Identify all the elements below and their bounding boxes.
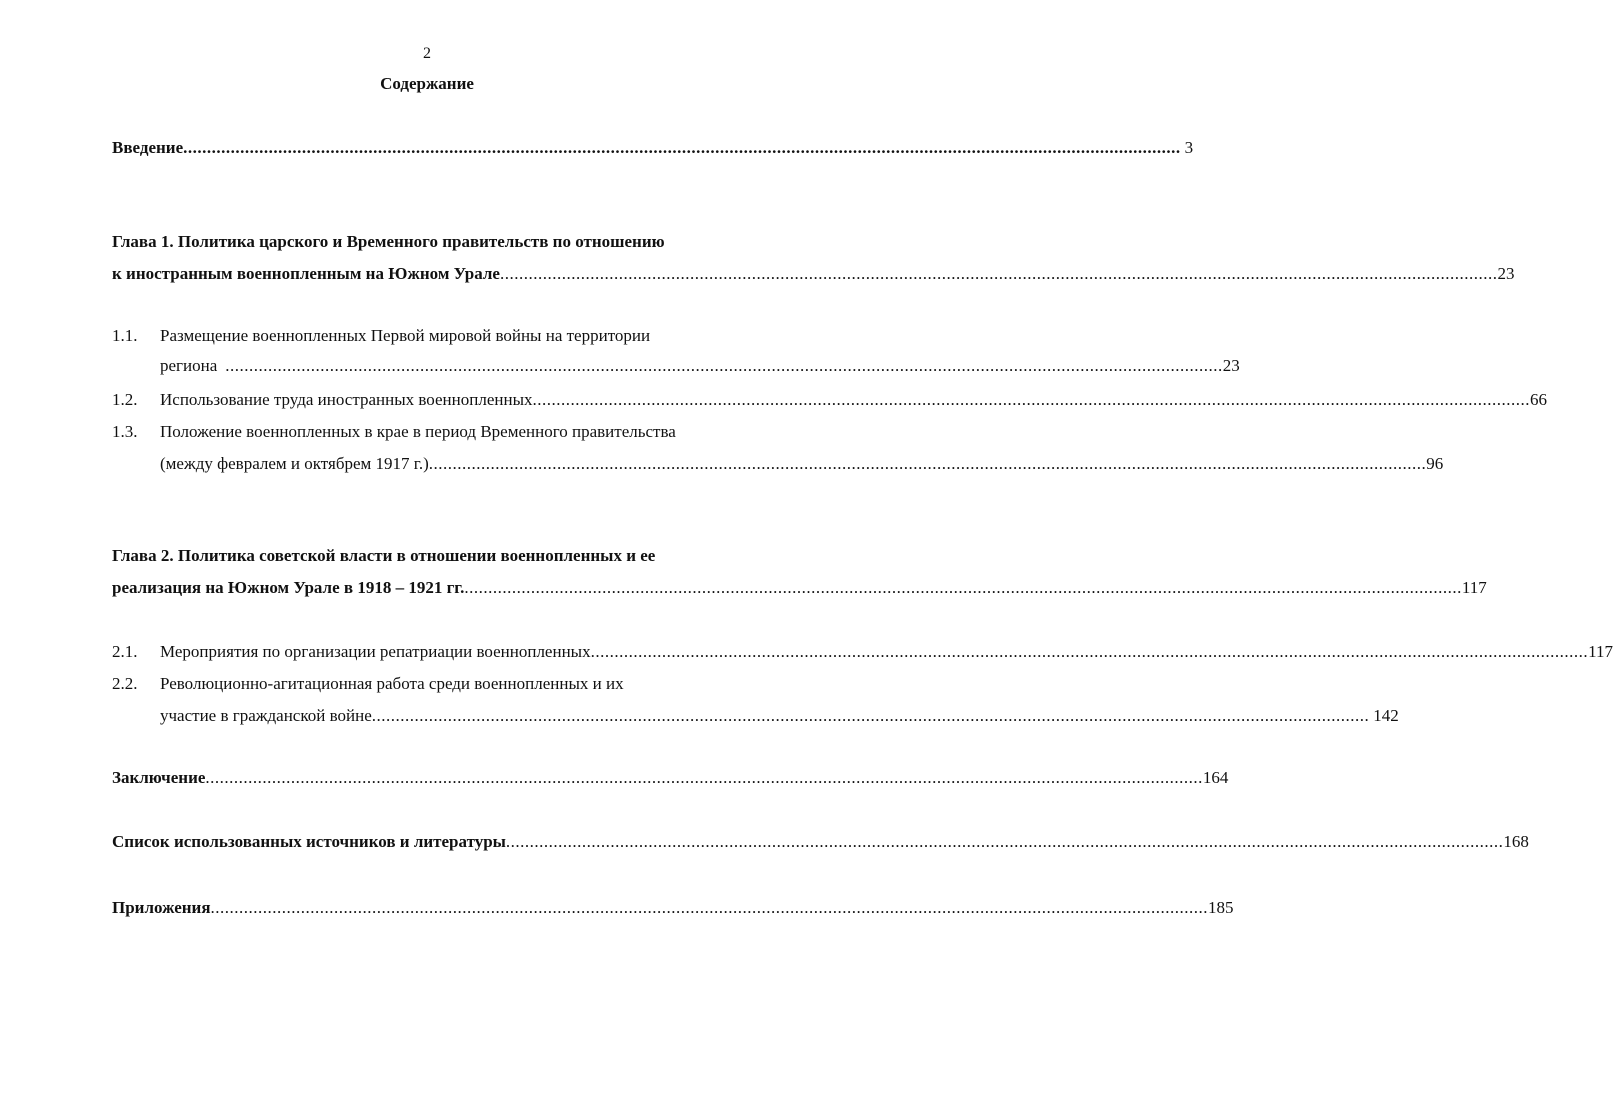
toc-entry-conclusion [112, 768, 1229, 788]
section-number: 1.2. [112, 390, 138, 409]
toc-entry-section-1-2 [160, 390, 1547, 410]
toc-entry-page: 117 [1461, 578, 1487, 597]
section-1-3-title-line1: Положение военнопленных в крае в период Временного правительства [160, 422, 676, 441]
section-2-2-title-line2: участие в гражданской войне [160, 706, 372, 725]
chapter2-title-line2: реализация на Южном Урале в 1918 – 1921 гг. [112, 578, 465, 597]
toc-entry-page: 164 [1202, 768, 1229, 787]
toc-leader-dots: .................................................................................................................................................................................................................. [590, 642, 1589, 661]
toc-entry-title: Введение [112, 138, 184, 157]
section-number: 1.3. [112, 422, 138, 441]
toc-entry-page: 142 [1373, 706, 1399, 725]
toc-entry-section-1-3 [160, 454, 1444, 474]
toc-leader-dots: .................................................................................................................................................................................................................. [499, 264, 1498, 283]
toc-leader-dots: .................................................................................................................................................................................................................. [371, 706, 1370, 725]
page-number: 2 [423, 45, 431, 62]
section-number: 2.2. [112, 674, 138, 693]
toc-entry-introduction [112, 138, 1194, 158]
toc-leader-dots: .................................................................................................................................................................................................................. [532, 390, 1530, 409]
toc-entry-page: 96 [1426, 454, 1444, 473]
toc-entry-appendix [112, 898, 1234, 918]
section-1-2-title: Использование труда иностранных военнопленных [160, 390, 533, 409]
section-number: 2.1. [112, 642, 138, 661]
chapter2-title-line1: Глава 2. Политика советской власти в отношении военнопленных и ее [112, 546, 656, 565]
toc-entry-section-1-1 [160, 356, 1240, 376]
toc-leader-dots: .................................................................................................................................................................................................................. [428, 454, 1427, 473]
toc-entry-chapter2 [112, 578, 1487, 598]
section-2-2-title-line1: Революционно-агитационная работа среди военнопленных и их [160, 674, 624, 693]
toc-entry-title: Список использованных источников и литературы [112, 832, 506, 851]
toc-entry-page: 23 [1222, 356, 1240, 375]
toc-entry-page: 23 [1497, 264, 1515, 283]
toc-leader-dots: .................................................................................................................................................................................................................. [183, 138, 1181, 157]
toc-entry-page: 3 [1184, 138, 1194, 157]
toc-entry-page: 185 [1208, 898, 1234, 917]
section-number: 1.1. [112, 326, 138, 345]
toc-entry-chapter1 [112, 264, 1515, 284]
toc-entry-section-2-2 [160, 706, 1399, 726]
section-1-1-title-line2: региона [160, 356, 218, 375]
toc-entry-sources [112, 832, 1529, 852]
section-1-1-title-line1: Размещение военнопленных Первой мировой войны на территории [160, 326, 651, 345]
chapter1-title-line1: Глава 1. Политика царского и Временного правительств по отношению [112, 232, 665, 251]
toc-entry-section-2-1 [160, 642, 1613, 662]
toc-leader-dots: .................................................................................................................................................................................................................. [464, 578, 1462, 597]
toc-entry-page: 66 [1530, 390, 1547, 409]
toc-entry-page: 168 [1503, 832, 1529, 851]
toc-leader-dots: .................................................................................................................................................................................................................. [210, 898, 1209, 917]
toc-entry-title: Заключение [112, 768, 206, 787]
toc-leader-dots: .................................................................................................................................................................................................................. [505, 832, 1504, 851]
section-2-1-title: Мероприятия по организации репатриации военнопленных [160, 642, 591, 661]
toc-leader-dots: .................................................................................................................................................................................................................. [225, 356, 1223, 375]
chapter1-title-line2: к иностранным военнопленным на Южном Урале [112, 264, 500, 283]
toc-entry-title: Приложения [112, 898, 211, 917]
toc-leader-dots: .................................................................................................................................................................................................................. [205, 768, 1203, 787]
document-title: Содержание [380, 74, 474, 93]
toc-entry-page: 117 [1588, 642, 1613, 661]
section-1-3-title-line2: (между февралем и октябрем 1917 г.) [160, 454, 429, 473]
